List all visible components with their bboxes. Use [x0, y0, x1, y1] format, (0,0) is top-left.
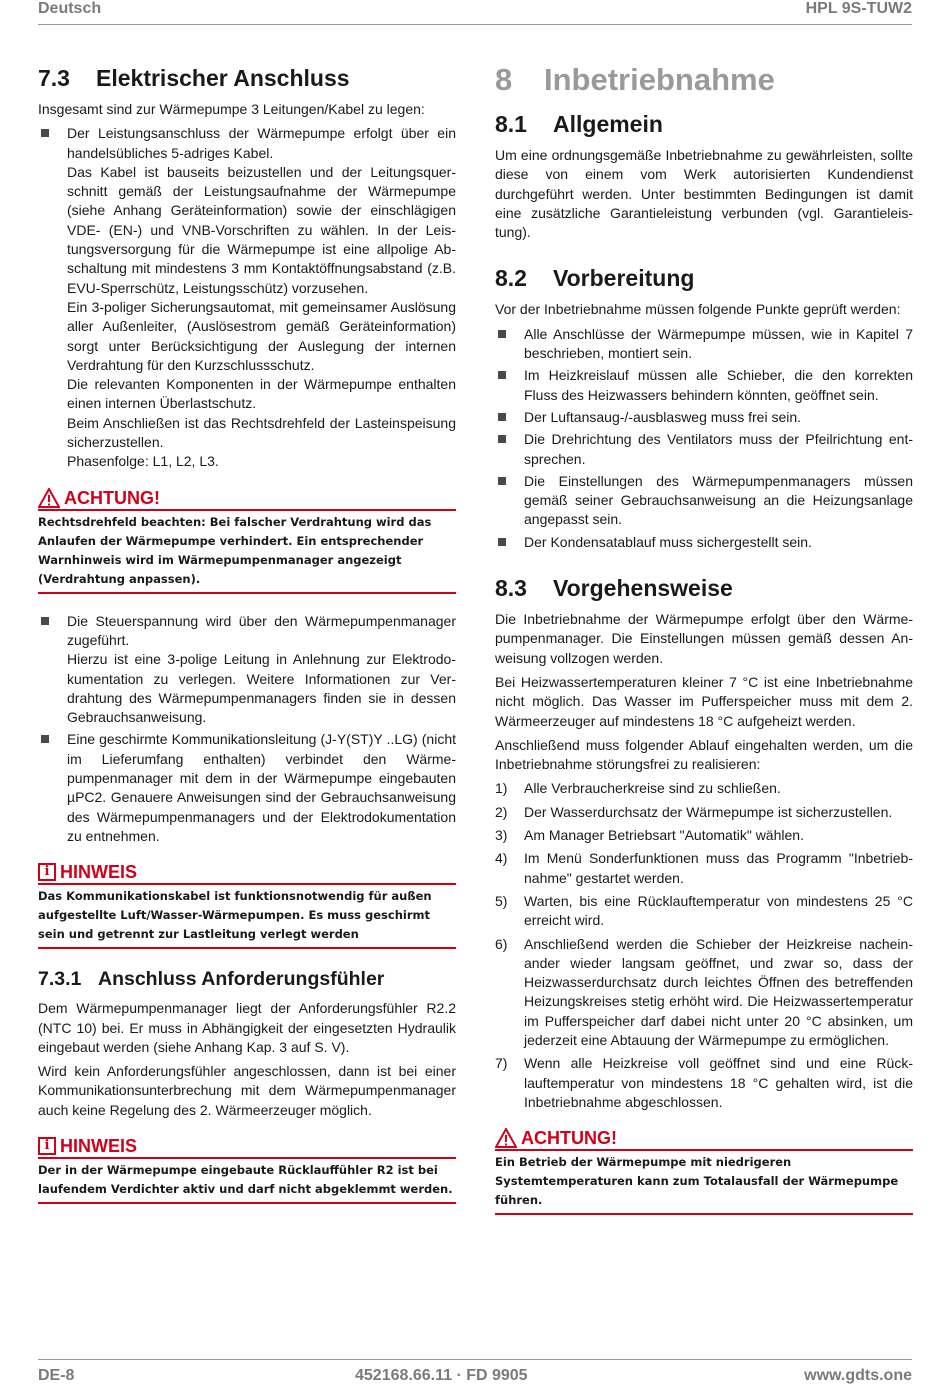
bullet-text: Der Luftansaug-/-ausblasweg muss frei sein. — [524, 408, 802, 425]
bullet-text: Phasenfolge: L1, L2, L3. — [67, 453, 219, 470]
section-title: Vorbereitung — [553, 265, 695, 292]
bullet-square-icon — [498, 330, 506, 338]
bullet-square-icon — [498, 538, 506, 546]
bullet-square-icon — [498, 413, 506, 421]
section-8-3-heading — [495, 574, 913, 602]
hint-box — [38, 862, 456, 949]
list-item — [495, 472, 913, 530]
step-text: Warten, bis eine Rücklauftemperatur von mindestens 25 °C erreicht wird. — [524, 892, 913, 929]
section-7-3-1-heading — [38, 967, 456, 991]
warning-title: ACHTUNG! — [64, 487, 160, 508]
paragraph: Wird kein Anforderungsfühler angeschlossen, dann ist bei einer Kommunikationsunterbrechung mit dem Wärmepumpenmanager auch keine Regelung des 2. Wärmeerzeuger möglich. — [38, 1063, 456, 1118]
chapter-8-heading — [495, 60, 913, 100]
paragraph: Vor der Inbetriebnahme müssen folgende Punkte geprüft werden: — [495, 301, 901, 318]
control-voltage-list — [38, 612, 456, 847]
hint-title: HINWEIS — [60, 1135, 138, 1156]
bullet-square-icon — [498, 371, 506, 379]
footer-page-number: DE-8 — [38, 1367, 75, 1384]
bullet-square-icon — [41, 735, 49, 743]
step-item — [495, 826, 913, 845]
list-item — [495, 408, 913, 427]
bullet-text: Im Heizkreislauf müssen alle Schieber, die den korrekten Fluss des Heizwassers behindern könnten, geöffnet sein. — [524, 367, 913, 403]
step-number: 4) — [495, 850, 508, 867]
warning-text: Rechtsdrehfeld beachten: Bei falscher Verdrahtung wird das Anlaufen der Wärmepumpe verhindert. Ein entsprechender Warnhinweis wird im Wärmepumpenmanager angezeigt (Verdrahtung anpassen). — [38, 514, 432, 586]
step-item — [495, 849, 913, 888]
warning-triangle-icon — [495, 1128, 517, 1148]
step-number: 2) — [495, 803, 508, 820]
paragraph: Bei Heizwassertemperaturen kleiner 7 °C ist eine Inbetriebnahme nicht möglich. Das Wasser im Pufferspeicher muss mit dem 2. Wärmeerzeuger auf mindestens 18 °C aufgeheizt werden. — [495, 673, 913, 729]
section-8-1-heading — [495, 110, 913, 138]
list-item — [495, 533, 913, 552]
bullet-square-icon — [41, 129, 49, 137]
list-item — [495, 430, 913, 469]
procedure-steps — [495, 779, 913, 1112]
step-text: Wenn alle Heizkreise voll geöffnet sind und eine Rücklauftemperatur von mindestens 18 °C gehalten wird, ist die Inbetriebnahme abgeschlossen. — [524, 1055, 913, 1110]
warning-box — [495, 1128, 913, 1215]
step-text: Der Wasserdurchsatz der Wärmepumpe ist sicherzustellen. — [524, 803, 893, 820]
bullet-text: Der Kondensatablauf muss sichergestellt sein. — [524, 533, 812, 550]
section-title: Vorgehensweise — [553, 575, 733, 602]
footer-divider — [38, 1359, 912, 1360]
bullet-text: Die Steuerspannung wird über den Wärmepumpenmanager zugeführt. — [67, 612, 456, 648]
footer-document-number: 452168.66.11 · FD 9905 — [355, 1367, 528, 1384]
step-number: 3) — [495, 827, 508, 844]
hint-title: HINWEIS — [60, 862, 138, 883]
section-title: Elektrischer Anschluss — [96, 65, 350, 91]
bullet-square-icon — [498, 435, 506, 443]
step-text: Im Menü Sonderfunktionen muss das Programm "Inbetriebnahme" gestartet werden. — [524, 850, 913, 886]
bullet-text: Eine geschirmte Kommunikationsleitung (J-Y(ST)Y ..LG) (nicht im Lieferumfang enthalten) verbindet den Wärmepumpenmanager mit dem in der Wärmepumpe eingebauten µPC2. Genauere Anweisungen sind der Gebrauchsanweisung des Wärmepumpenmanagers und der Elektrodokumentation zu entnehmen. — [67, 731, 456, 844]
section-title: Allgemein — [553, 111, 663, 137]
bullet-square-icon — [498, 477, 506, 485]
list-item — [38, 612, 456, 728]
step-number: 7) — [495, 1055, 508, 1072]
intro-paragraph: Insgesamt sind zur Wärmepumpe 3 Leitungen/Kabel zu legen: — [38, 101, 425, 117]
step-number: 5) — [495, 892, 508, 909]
list-item — [495, 366, 913, 405]
step-text: Anschließend werden die Schieber der Heizkreise nacheinander wieder langsam geöffnet, und zwar so, dass der Heizwasserdurchsatz durch leichtes Öffnen des betreffenden Heizungskreises stetig erhöht wird. Die Heizwassertemperatur im Pufferspeicher darf dabei nicht unter 20 °C absinken, um jederzeit eine Abtauung der Wärmepumpe zu ermöglichen. — [524, 935, 913, 1048]
section-8-2-heading — [495, 264, 913, 292]
section-title: Anschluss Anforderungsfühler — [98, 968, 385, 991]
bullet-text: Der Leistungsanschluss der Wärmepumpe erfolgt über ein handelsübliches 5-adriges Kabel. — [67, 125, 456, 161]
left-column — [38, 56, 456, 1222]
paragraph: Anschließend muss folgender Ablauf eingehalten werden, um die Inbetriebnahme störungsfrei zu realisieren: — [495, 736, 913, 773]
header-language: Deutsch — [38, 0, 102, 17]
list-item — [38, 730, 456, 846]
hint-text: Der in der Wärmepumpe eingebaute Rücklauffühler R2 ist bei laufendem Verdichter aktiv und darf nicht abgeklemmt werden. — [38, 1162, 453, 1196]
bullet-text: Das Kabel ist bauseits beizustellen und der Leitungsquerschnitt gemäß der Leistungsaufnahme der Wärmepumpe (siehe Anhang Geräteinformation) sowie der einschlägigen VDE- (EN-) und VNB-Vorschriften zu wählen. In der Leistungsversorgung für die Wärmepumpe ist eine allpolige Abschaltung mit mindestens 3 mm Kontaktöffnungsabstand (z.B. EVU-Sperrschütz, Leistungsschütz) vorzusehen. — [67, 163, 456, 296]
section-number: 7.3 — [38, 65, 70, 91]
bullet-square-icon — [41, 617, 49, 625]
hint-box — [38, 1136, 456, 1204]
step-text: Alle Verbraucherkreise sind zu schließen. — [524, 780, 781, 797]
list-item — [38, 124, 456, 471]
header-divider — [38, 24, 912, 25]
list-item — [495, 325, 913, 364]
right-column — [495, 56, 913, 1233]
step-item — [495, 803, 913, 822]
paragraph: Die Inbetriebnahme der Wärmepumpe erfolgt über den Wärmepumpenmanager. Die Einstellungen müssen gemäß dessen Anweisung vollzogen werden. — [495, 611, 913, 666]
step-item — [495, 935, 913, 1051]
step-item — [495, 779, 913, 798]
bullet-text: Beim Anschließen ist das Rechtsdrehfeld der Lasteinspeisung sicherzustellen. — [67, 414, 456, 451]
section-number: 7.3.1 — [38, 968, 82, 991]
section-number: 8.3 — [495, 575, 527, 602]
footer-url: www.gdts.one — [804, 1367, 912, 1384]
paragraph: Um eine ordnungsgemäße Inbetriebnahme zu gewährleisten, sollte diese von einem vom Werk autorisierten Kundendienst durchgeführt werden. Unter bestimmten Bedingungen ist damit eine zusätzliche Garantieleistung verbunden (vgl. Garantieleistung). — [495, 147, 913, 241]
hint-text: Das Kommunikationskabel ist funktionsnotwendig für außen aufgestellte Luft/Wasser-Wärmepumpen. Es muss geschirmt sein und getrennt zur Lastleitung verlegt werden — [38, 889, 432, 942]
section-number: 8.1 — [495, 111, 527, 137]
bullet-text: Die Drehrichtung des Ventilators muss der Pfeilrichtung entsprechen. — [524, 431, 913, 467]
section-7-3-heading — [38, 64, 456, 92]
step-text: Am Manager Betriebsart "Automatik" wählen. — [524, 827, 804, 844]
info-icon: i — [38, 1137, 56, 1155]
chapter-title: Inbetriebnahme — [544, 62, 775, 97]
step-item — [495, 892, 913, 931]
bullet-text: Die relevanten Komponenten in der Wärmepumpe enthalten einen internen Überlastschutz. — [67, 376, 456, 412]
bullet-text: Hierzu ist eine 3-polige Leitung in Anlehnung zur Elektrodokumentation zu verlegen. Weitere Informationen zur Verdrahtung des Wärmepumpenmanagers finden sie in dessen Gebrauchsanweisung. — [67, 651, 456, 726]
connection-list — [38, 124, 456, 471]
warning-triangle-icon — [38, 488, 60, 508]
bullet-text: Ein 3-poliger Sicherungsautomat, mit gemeinsamer Auslösung aller Außenleiter, (Auslösestrom gemäß Geräteinformation) sorgt unter Berücksichtigung der Auslegung der internen Verdrahtung für den Kurzschlussschutz. — [67, 298, 456, 373]
chapter-number: 8 — [495, 62, 513, 97]
header-model: HPL 9S-TUW2 — [805, 0, 912, 17]
bullet-text: Alle Anschlüsse der Wärmepumpe müssen, wie in Kapitel 7 beschrieben, montiert sein. — [524, 325, 913, 362]
paragraph: Dem Wärmepumpenmanager liegt der Anforderungsfühler R2.2 (NTC 10) bei. Er muss in Abhängigkeit der eingesetzten Hydraulik eingebaut werden (siehe Anhang Kap. 3 auf S. V). — [38, 1000, 456, 1055]
bullet-text: Die Einstellungen des Wärmepumpenmanagers müssen gemäß seiner Gebrauchsanweisung an die Heizungsanlage angepasst sein. — [524, 472, 913, 528]
warning-text: Ein Betrieb der Wärmepumpe mit niedrigeren Systemtemperaturen kann zum Totalausfall der Wärmepumpe führen. — [495, 1155, 899, 1208]
step-number: 6) — [495, 935, 508, 952]
info-icon: i — [38, 863, 56, 881]
preparation-list — [495, 325, 913, 552]
section-number: 8.2 — [495, 265, 527, 292]
step-item — [495, 1054, 913, 1112]
warning-title: ACHTUNG! — [521, 1128, 617, 1149]
step-number: 1) — [495, 780, 508, 797]
warning-box — [38, 488, 456, 594]
